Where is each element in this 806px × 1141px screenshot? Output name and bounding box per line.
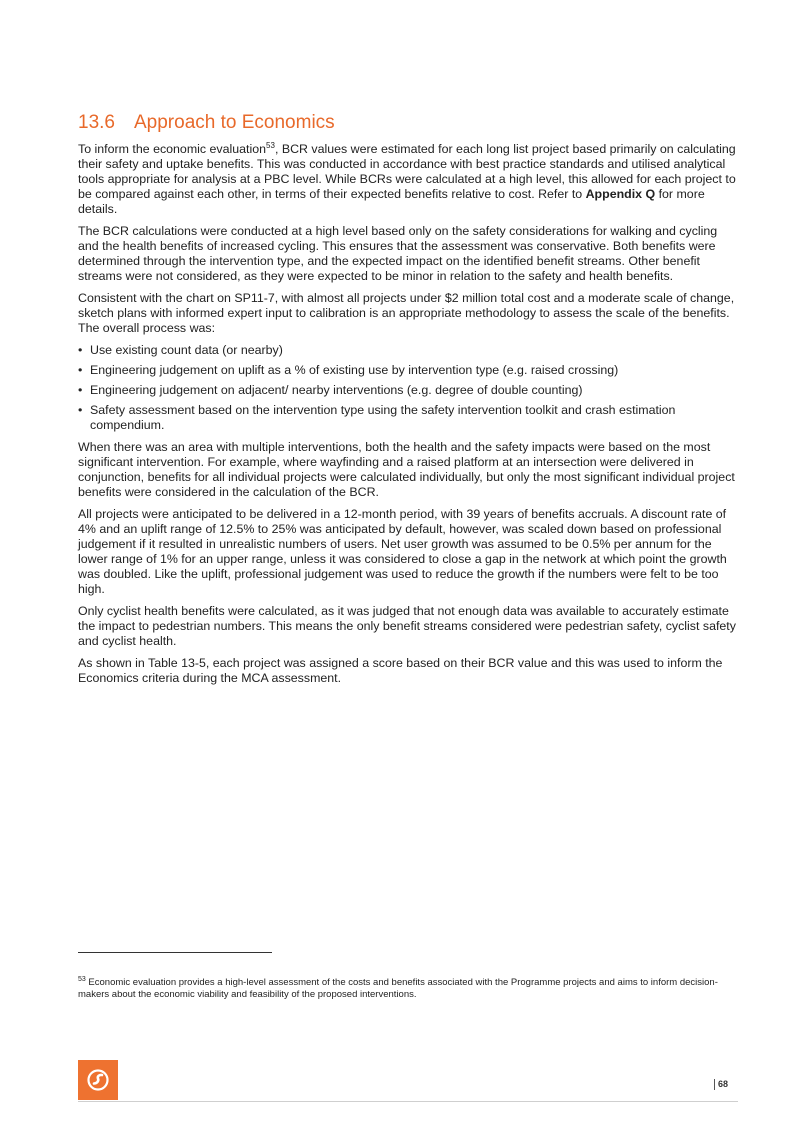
company-logo-icon <box>78 1060 118 1100</box>
paragraph-multiple-interventions: When there was an area with multiple interventions, both the health and the safety impacts were based on the most significant intervention. For example, where wayfinding and a raised platform at an intersection were delivered in conjunction, benefits for all individual projects were calculated individually, but only the most significant individual project benefits were considered in the calculation of the BCR. <box>78 440 735 499</box>
footnote-text: Economic evaluation provides a high-level assessment of the costs and benefits associated with the Programme projects and aims to inform decision-makers about the economic viability and feasibility of the proposed interventions. <box>78 977 718 1000</box>
paragraph-health-benefits: Only cyclist health benefits were calculated, as it was judged that not enough data was available to accurately estimate the impact to pedestrian numbers. This means the only benefit streams considered were pedestrian safety, cyclist safety and cyclist health. <box>78 604 736 648</box>
list-item: • Use existing count data (or nearby) <box>78 343 738 358</box>
list-item: • Engineering judgement on uplift as a % of existing use by intervention type (e.g. raised crossing) <box>78 363 738 378</box>
paragraph-intro: To inform the economic evaluation$^{53}$, BCR values were estimated for each long list project based primarily on calculating their safety and uptake benefits. This was conducted in accordance with best practice standards and utilised analytical tools appropriate for analysis at a PBC level. While BCRs were calculated at a high level, this allowed for each project to be compared against each other, in terms of their expected benefits relative to cost. Refer to Appendix Q for more details. <box>78 140 736 216</box>
footnote-number: 53 <box>78 975 86 983</box>
section-number: 13.6 <box>78 112 115 133</box>
appendix-reference: Appendix Q <box>585 187 656 201</box>
paragraph-methodology: Consistent with the chart on SP11-7, with almost all projects under $2 million total cost and a moderate scale of change, sketch plans with informed expert input to calibration is an appropriate methodology to assess the scale of the benefits. The overall process was: <box>78 291 735 335</box>
list-item: • Engineering judgement on adjacent/ nearby interventions (e.g. degree of double counting) <box>78 383 738 398</box>
footer-divider <box>78 1101 738 1102</box>
page-content <box>78 112 738 693</box>
section-heading <box>78 112 738 134</box>
paragraph-bcr-calculations: The BCR calculations were conducted at a high level based only on the safety considerations for walking and cycling and the health benefits of increased cycling. This ensures that the assessment was conservative. Both benefits were determined through the intervention type, and the expected impact on the identified benefit streams. Other benefit streams were not considered, as they were expected to be minor in relation to the safety and health benefits. <box>78 224 718 283</box>
footnote-ref[interactable]: 53 <box>266 140 275 150</box>
paragraph-delivery-period: All projects were anticipated to be delivered in a 12-month period, with 39 years of benefits accruals. A discount rate of 4% and an uplift range of 12.5% to 25% was anticipated by default, however, was scaled down based on professional judgement if it resulted in unrealistic numbers of users. Net user growth was assumed to be 0.5% per annum for the lower range of 1% for an upper range, unless it was considered to close a gap in the network at which point the growth was doubled. Like the uplift, professional judgement was used to reduce the growth if the numbers were felt to be too high. <box>78 507 727 596</box>
section-title: Approach to Economics <box>134 112 335 133</box>
page-number: 68 <box>714 1079 728 1090</box>
paragraph-scoring: As shown in Table 13-5, each project was assigned a score based on their BCR value and this was used to inform the Economics criteria during the MCA assessment. <box>78 656 723 685</box>
footnote <box>78 977 738 1001</box>
list-item: • Safety assessment based on the intervention type using the safety intervention toolkit and crash estimation compendium. <box>78 403 738 433</box>
process-list <box>78 343 738 433</box>
footnote-divider <box>78 952 272 953</box>
